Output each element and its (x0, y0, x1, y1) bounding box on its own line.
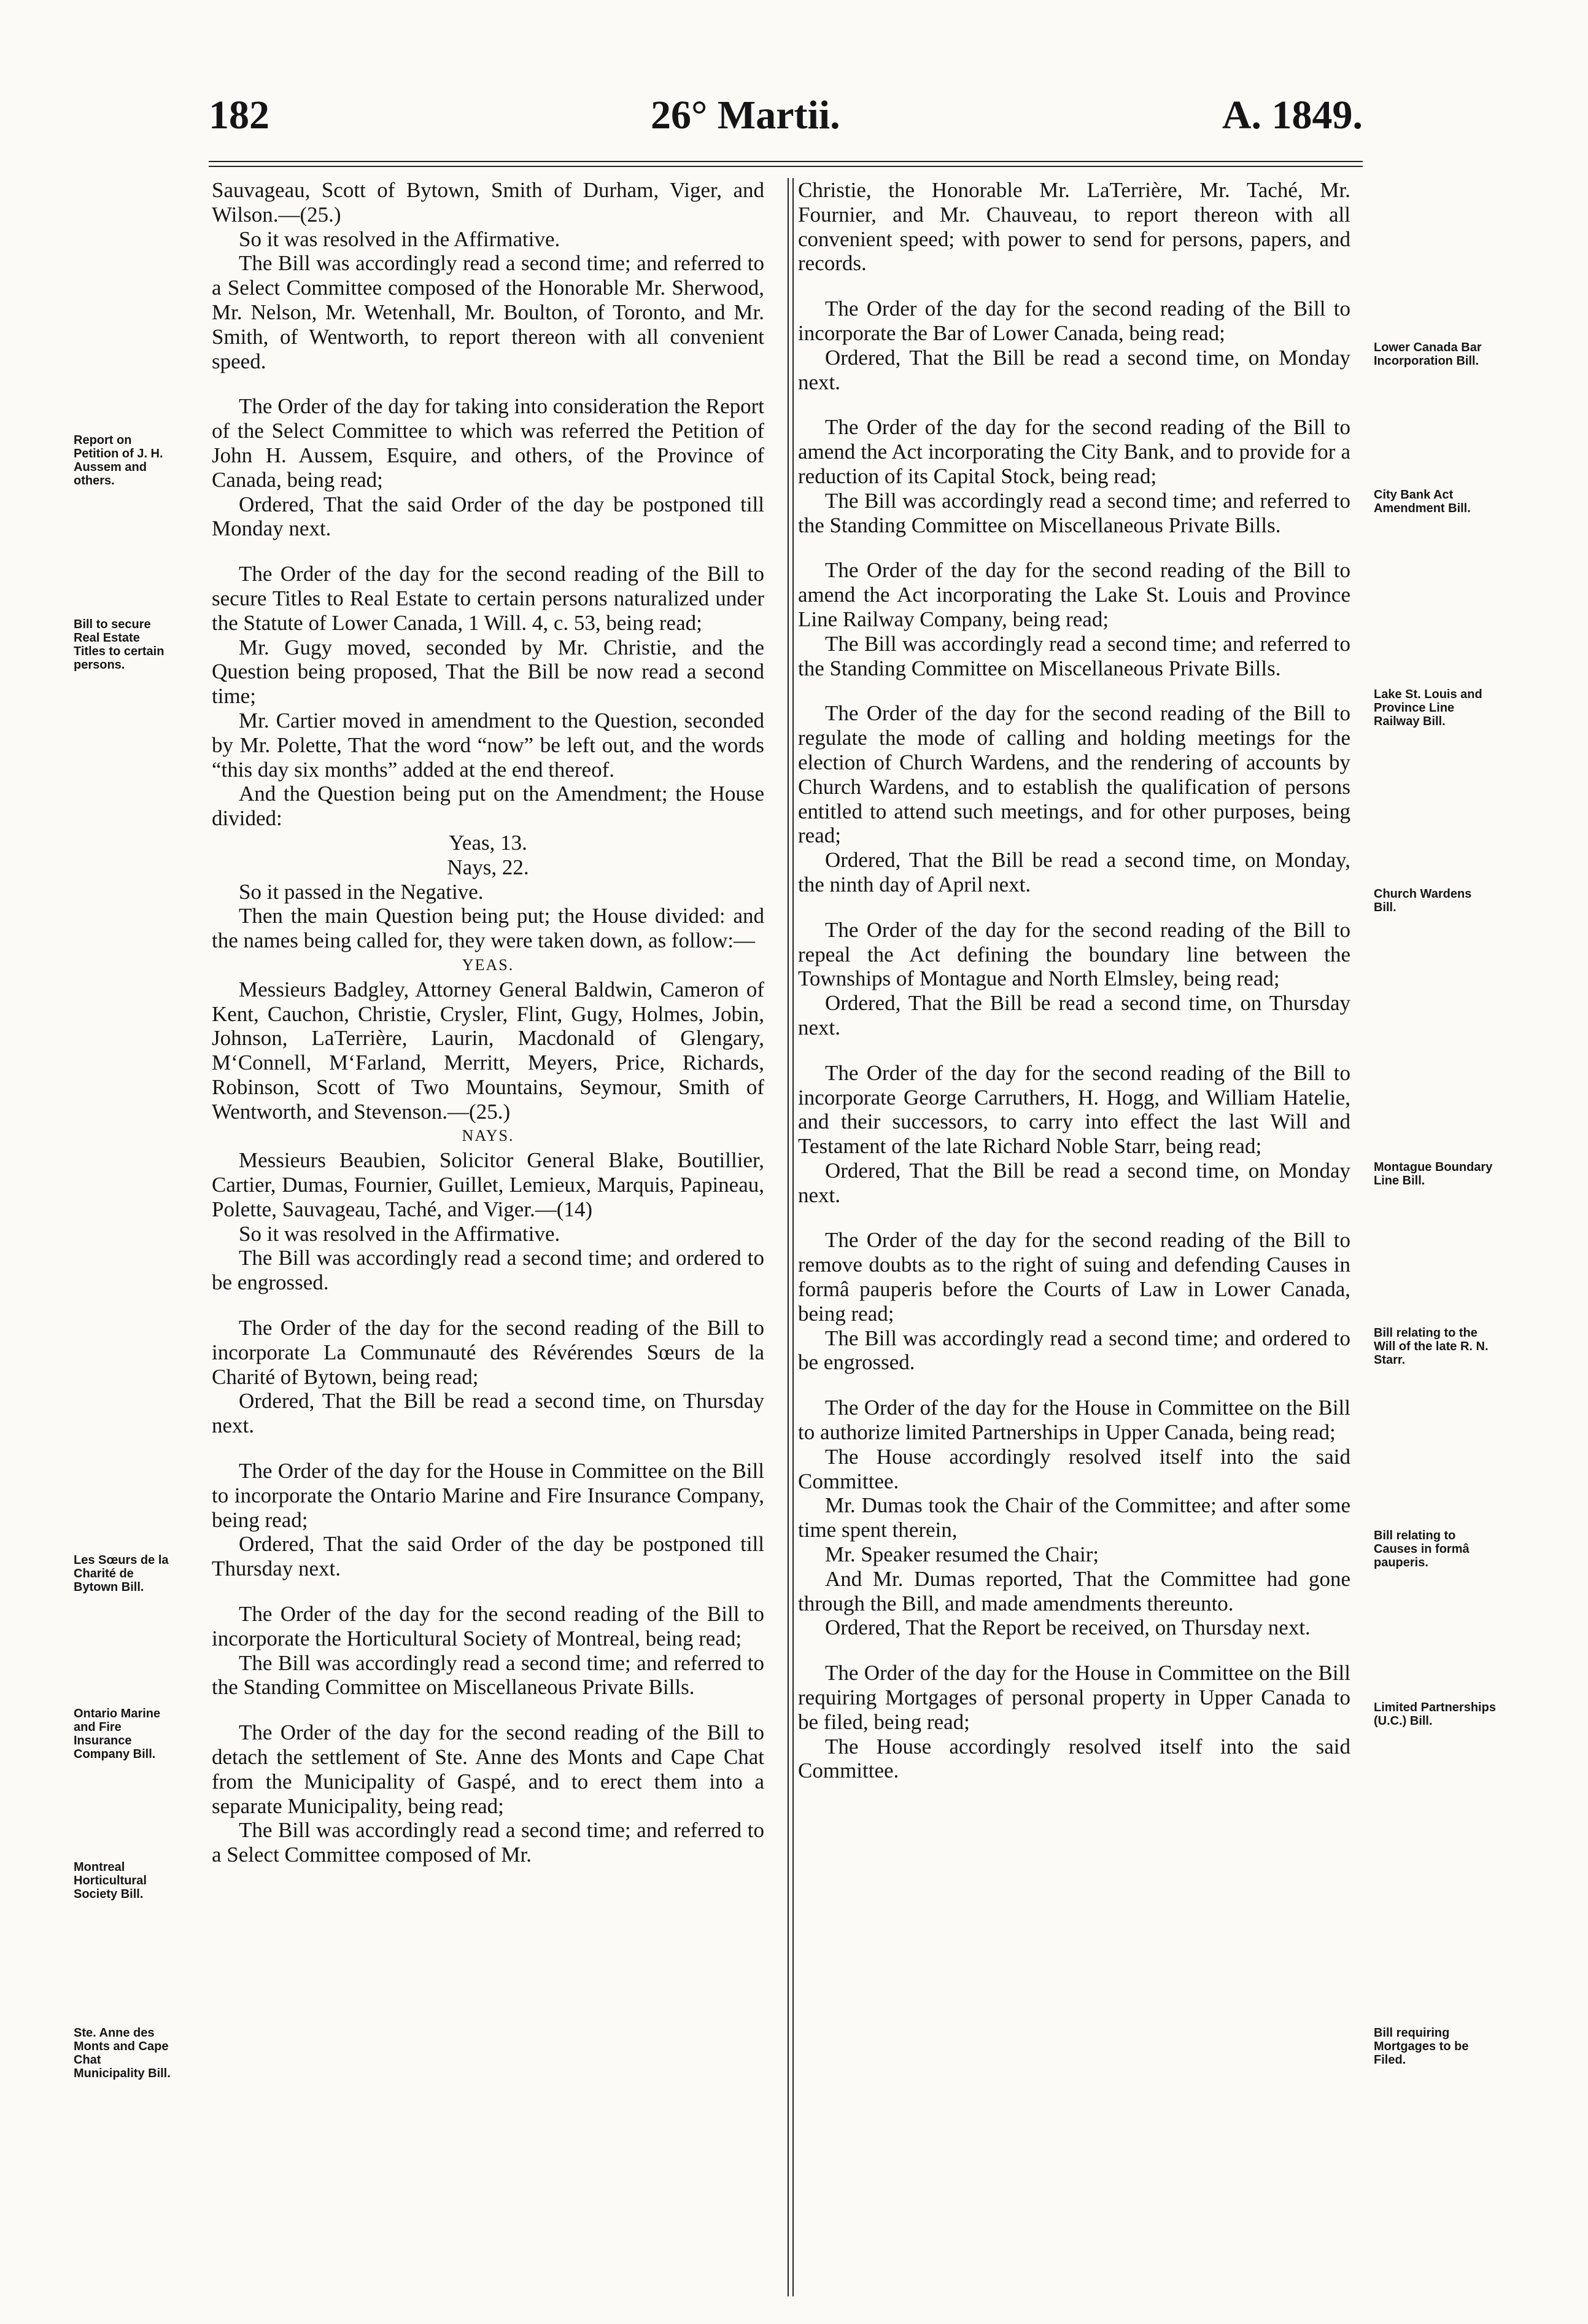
margin-note-city-bank: City Bank Act Amendment Bill. (1374, 488, 1471, 515)
paragraph: Mr. Cartier moved in amendment to the Question, seconded by Mr. Polette, That the word “now” be left out, and the words “this day six months” added at the end thereof. (212, 708, 764, 782)
paragraph: Mr. Dumas took the Chair of the Committee; and after some time spent therein, (798, 1493, 1350, 1542)
header-double-rule (209, 161, 1363, 167)
paragraph: The Order of the day for the second reading of the Bill to incorporate the Horticultural Society of Montreal, being read; (212, 1602, 764, 1650)
margin-note-ste-anne: Ste. Anne des Monts and Cape Chat Municipality Bill. (74, 2026, 171, 2080)
margin-note-lower-canada-bar: Lower Canada Bar Incorporation Bill. (1374, 341, 1482, 368)
paragraph: Ordered, That the Bill be read a second time, on Thursday next. (798, 991, 1350, 1040)
yeas-heading: YEAS. (462, 955, 514, 974)
paragraph: The Order of the day for the second reading of the Bill to amend the Act incorporating the City Bank, and to provide for a reduction of its Capital Stock, being read; (798, 415, 1350, 488)
paragraph: Ordered, That the Bill be read a second time, on Monday, the ninth day of April next. (798, 848, 1350, 896)
margin-note-montague: Montague Boundary Line Bill. (1374, 1160, 1493, 1187)
margin-note-real-estate-titles: Bill to secure Real Estate Titles to certain persons. (74, 618, 165, 672)
margin-note-soeurs-charite: Les Sœurs de la Charité de Bytown Bill. (74, 1553, 169, 1594)
nays-names: Messieurs Beaubien, Solicitor General Blake, Boutillier, Cartier, Dumas, Fournier, Guillet, Lemieux, Marquis, Papineau, Polette, Sauvageau, Taché, and Viger.—(14) (212, 1148, 764, 1221)
paragraph: The Bill was accordingly read a second time; and referred to the Standing Committee on Miscellaneous Private Bills. (798, 488, 1350, 537)
paragraph: The Order of the day for the second reading of the Bill to amend the Act incorporating the Lake St. Louis and Province Line Railway Company, being read; (798, 558, 1350, 631)
paragraph: The Order of the day for the second reading of the Bill to incorporate La Communauté des Révérendes Sœurs de la Charité of Bytown, being read; (212, 1316, 764, 1389)
paragraph: And the Question being put on the Amendment; the House divided: (212, 782, 764, 831)
margin-note-limited-partnerships: Limited Partnerships (U.C.) Bill. (1374, 1701, 1496, 1728)
paragraph: So it passed in the Negative. (239, 879, 484, 904)
paragraph: And Mr. Dumas reported, That the Committee had gone through the Bill, and made amendments thereunto. (798, 1566, 1350, 1615)
paragraph: Ordered, That the said Order of the day be postponed till Monday next. (212, 492, 764, 541)
margin-note-aussem-petition: Report on Petition of J. H. Aussem and others. (74, 433, 163, 488)
page-header (209, 92, 1363, 160)
paragraph: The Order of the day for the House in Committee on the Bill to incorporate the Ontario Marine and Fire Insurance Company, being read; (212, 1459, 764, 1532)
nays-heading: NAYS. (462, 1127, 514, 1145)
paragraph: The Bill was accordingly read a second time; and referred to the Standing Committee on Miscellaneous Private Bills. (798, 631, 1350, 680)
paragraph: The Bill was accordingly read a second time; and referred to a Select Committee composed of Mr. (212, 1818, 764, 1867)
paragraph: Ordered, That the Bill be read a second time, on Thursday next. (212, 1389, 764, 1438)
paragraph: Ordered, That the Bill be read a second time, on Monday next. (798, 1158, 1350, 1207)
paragraph: The Bill was accordingly read a second time; and ordered to be engrossed. (212, 1246, 764, 1295)
page-date: 26° Martii. (651, 93, 840, 138)
paragraph: The Order of the day for the House in Committee on the Bill requiring Mortgages of personal property in Upper Canada to be filed, being read; (798, 1661, 1350, 1734)
paragraph: The Bill was accordingly read a second time; and referred to the Standing Committee on Miscellaneous Private Bills. (212, 1650, 764, 1700)
paragraph: The Bill was accordingly read a second time; and ordered to be engrossed. (798, 1326, 1350, 1375)
paragraph: Sauvageau, Scott of Bytown, Smith of Durham, Viger, and Wilson.—(25.) (212, 178, 764, 227)
paragraph: The Order of the day for the second reading of the Bill to remove doubts as to the right of suing and defending Causes in formâ pauperis before the Courts of Law in Lower Canada, being read; (798, 1228, 1350, 1326)
paragraph: Ordered, That the Report be received, on Thursday next. (825, 1615, 1311, 1640)
page-number: 182 (209, 93, 269, 138)
margin-note-lake-st-louis: Lake St. Louis and Province Line Railway Bill. (1374, 688, 1482, 728)
nays-count: Nays, 22. (447, 855, 529, 879)
paragraph: The Order of the day for the second reading of the Bill to incorporate the Bar of Lower Canada, being read; (798, 297, 1350, 345)
margin-note-horticultural: Montreal Horticultural Society Bill. (74, 1860, 147, 1901)
yeas-names: Messieurs Badgley, Attorney General Baldwin, Cameron of Kent, Cauchon, Christie, Crysler, Flint, Gugy, Holmes, Jobin, Johnson, LaTerrière, Laurin, Macdonald of Glengary, M‘Connell, M‘Farland, Merritt, Meyers, Price, Richards, Robinson, Scott of Two Mountains, Seymour, Smith of Wentworth, and Stevenson.—(25.) (212, 977, 764, 1124)
yeas-count: Yeas, 13. (449, 830, 527, 855)
paragraph: Mr. Gugy moved, seconded by Mr. Christie, and the Question being proposed, That the Bill be now read a second time; (212, 635, 764, 709)
paragraph: The House accordingly resolved itself into the said Committee. (798, 1734, 1350, 1783)
paragraph: The Order of the day for taking into consideration the Report of the Select Committee to which was referred the Petition of John H. Aussem, Esquire, and others, of the Province of Canada, being read; (212, 394, 764, 492)
paragraph: Mr. Speaker resumed the Chair; (825, 1542, 1099, 1567)
right-column (798, 178, 1350, 2296)
paragraph: So it was resolved in the Affirmative. (239, 1221, 560, 1246)
paragraph: Ordered, That the Bill be read a second time, on Monday next. (798, 345, 1350, 394)
paragraph: The Order of the day for the House in Committee on the Bill to authorize limited Partnerships in Upper Canada, being read; (798, 1396, 1350, 1445)
margin-note-starr-will: Bill relating to the Will of the late R. N. Starr. (1374, 1326, 1489, 1367)
paragraph: The Order of the day for the second reading of the Bill to secure Titles to Real Estate to certain persons naturalized under the Statute of Lower Canada, 1 Will. 4, c. 53, being read; (212, 562, 764, 635)
paragraph: Ordered, That the said Order of the day be postponed till Thursday next. (212, 1532, 764, 1581)
paragraph: The Bill was accordingly read a second time; and referred to a Select Committee composed of the Honorable Mr. Sherwood, Mr. Nelson, Mr. Wetenhall, Mr. Boulton, of Toronto, and Mr. Smith, of Wentworth, to report thereon with all convenient speed. (212, 251, 764, 373)
margin-note-church-wardens: Church Wardens Bill. (1374, 887, 1472, 914)
paragraph: The Order of the day for the second reading of the Bill to detach the settlement of Ste. Anne des Monts and Cape Chat from the Municipality of Gaspé, and to erect them into a separate Municipality, being read; (212, 1720, 764, 1818)
paragraph: The Order of the day for the second reading of the Bill to repeal the Act defining the boundary line between the Townships of Montague and North Elmsley, being read; (798, 917, 1350, 991)
paragraph: Christie, the Honorable Mr. LaTerrière, Mr. Taché, Mr. Fournier, and Mr. Chauveau, to report thereon with all convenient speed; with power to send for persons, papers, and records. (798, 178, 1350, 276)
paragraph: The House accordingly resolved itself into the said Committee. (798, 1444, 1350, 1493)
left-column (212, 178, 764, 2296)
paragraph: The Order of the day for the second reading of the Bill to incorporate George Carruthers, H. Hogg, and William Hatelie, and their successors, to carry into effect the last Will and Testament of the late Richard Noble Starr, being read; (798, 1060, 1350, 1159)
margin-note-ontario-marine: Ontario Marine and Fire Insurance Company Bill. (74, 1707, 161, 1761)
margin-note-forma-pauperis: Bill relating to Causes in formâ pauperis. (1374, 1529, 1470, 1569)
paragraph: The Order of the day for the second reading of the Bill to regulate the mode of calling and holding meetings for the election of Church Wardens, and the rendering of accounts by Church Wardens, and to establish the qualification of persons entitled to attend such meetings, and for other purposes, being read; (798, 701, 1350, 848)
paragraph: So it was resolved in the Affirmative. (239, 227, 560, 251)
page-year: A. 1849. (1222, 93, 1363, 138)
column-divider-rule (788, 178, 794, 2296)
paragraph: Then the main Question being put; the House divided: and the names being called for, they were taken down, as follow:— (212, 904, 764, 953)
margin-note-mortgages: Bill requiring Mortgages to be Filed. (1374, 2026, 1469, 2067)
